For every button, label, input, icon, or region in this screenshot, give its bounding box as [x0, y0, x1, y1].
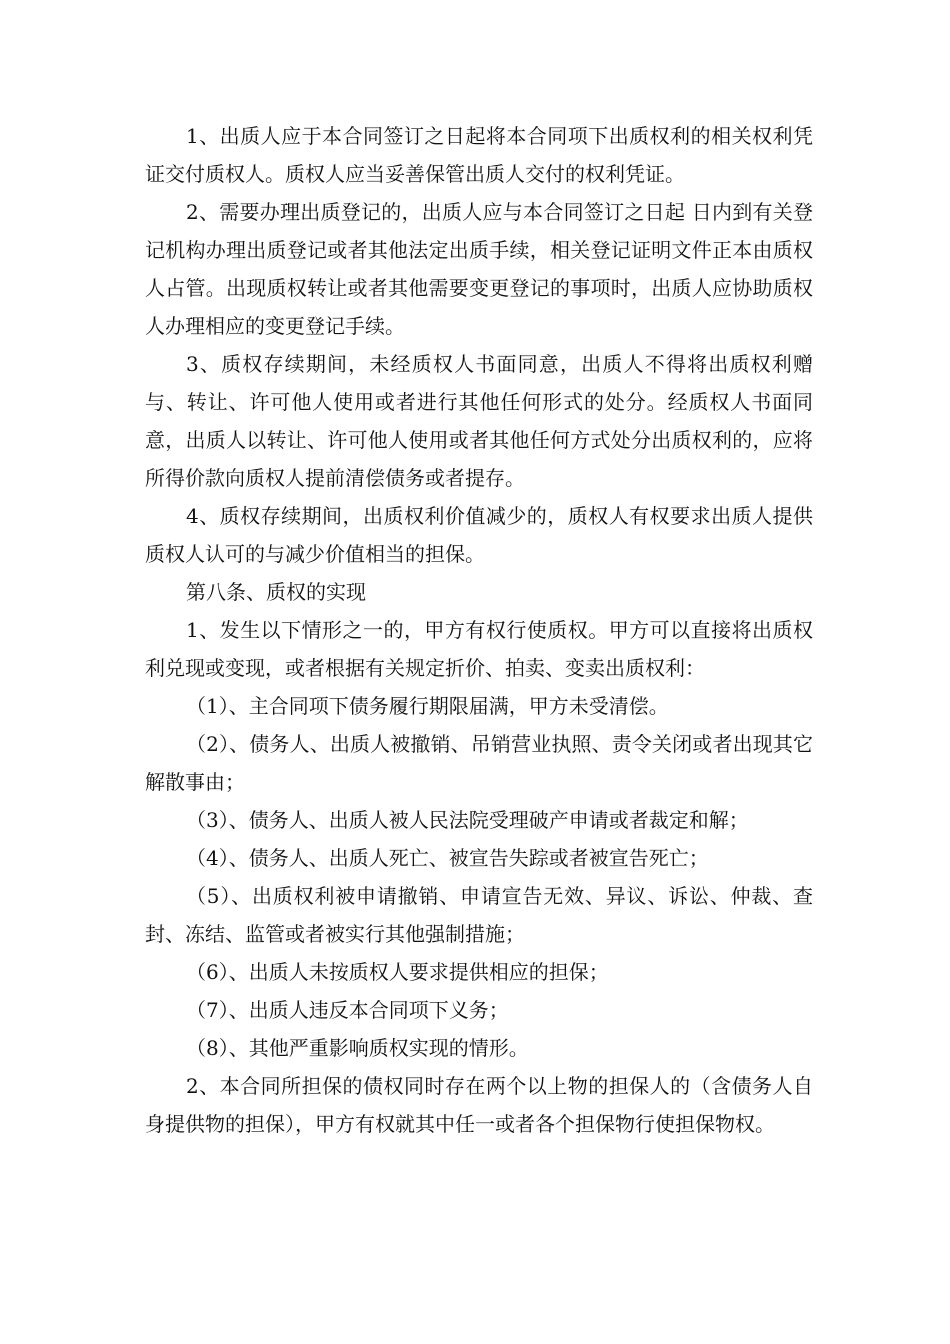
- list-item: （5）、出质权利被申请撤销、申请宣告无效、异议、诉讼、仲裁、查封、冻结、监管或者被实行其他强制措施；: [145, 884, 813, 946]
- list-item: （1）、主合同项下债务履行期限届满，甲方未受清偿。: [186, 694, 669, 718]
- list-item: （2）、债务人、出质人被撤销、吊销营业执照、责令关闭或者出现其它解散事由；: [145, 732, 813, 794]
- list-item: （3）、债务人、出质人被人民法院受理破产申请或者裁定和解；: [186, 808, 749, 832]
- clause-paragraph: 1、发生以下情形之一的，甲方有权行使质权。甲方可以直接将出质权利兑现或变现，或者根据有关规定折价、拍卖、变卖出质权利：: [145, 618, 813, 680]
- list-item: （6）、出质人未按质权人要求提供相应的担保；: [186, 960, 609, 984]
- document-body: [145, 117, 813, 1143]
- list-item: （4）、债务人、出质人死亡、被宣告失踪或者被宣告死亡；: [186, 846, 709, 870]
- clause-paragraph: 2、需要办理出质登记的，出质人应与本合同签订之日起 日内到有关登记机构办理出质登记或者其他法定出质手续，相关登记证明文件正本由质权人占管。出现质权转让或者其他需要变更登记的事项时，出质人应协助质权人办理相应的变更登记手续。: [145, 200, 813, 338]
- clause-paragraph: 3、质权存续期间，未经质权人书面同意，出质人不得将出质权利赠与、转让、许可他人使用或者进行其他任何形式的处分。经质权人书面同意，出质人以转让、许可他人使用或者其他任何方式处分出质权利的，应将所得价款向质权人提前清偿债务或者提存。: [145, 352, 813, 490]
- clause-paragraph: 1、出质人应于本合同签订之日起将本合同项下出质权利的相关权利凭证交付质权人。质权人应当妥善保管出质人交付的权利凭证。: [145, 124, 813, 186]
- list-item: （7）、出质人违反本合同项下义务；: [186, 998, 509, 1022]
- list-item: （8）、其他严重影响质权实现的情形。: [186, 1036, 529, 1060]
- clause-paragraph: 2、本合同所担保的债权同时存在两个以上物的担保人的（含债务人自身提供物的担保），甲方有权就其中任一或者各个担保物行使担保物权。: [145, 1074, 813, 1136]
- clause-paragraph: 4、质权存续期间，出质权利价值减少的，质权人有权要求出质人提供质权人认可的与减少价值相当的担保。: [145, 504, 813, 566]
- section-heading: 第八条、质权的实现: [186, 580, 366, 604]
